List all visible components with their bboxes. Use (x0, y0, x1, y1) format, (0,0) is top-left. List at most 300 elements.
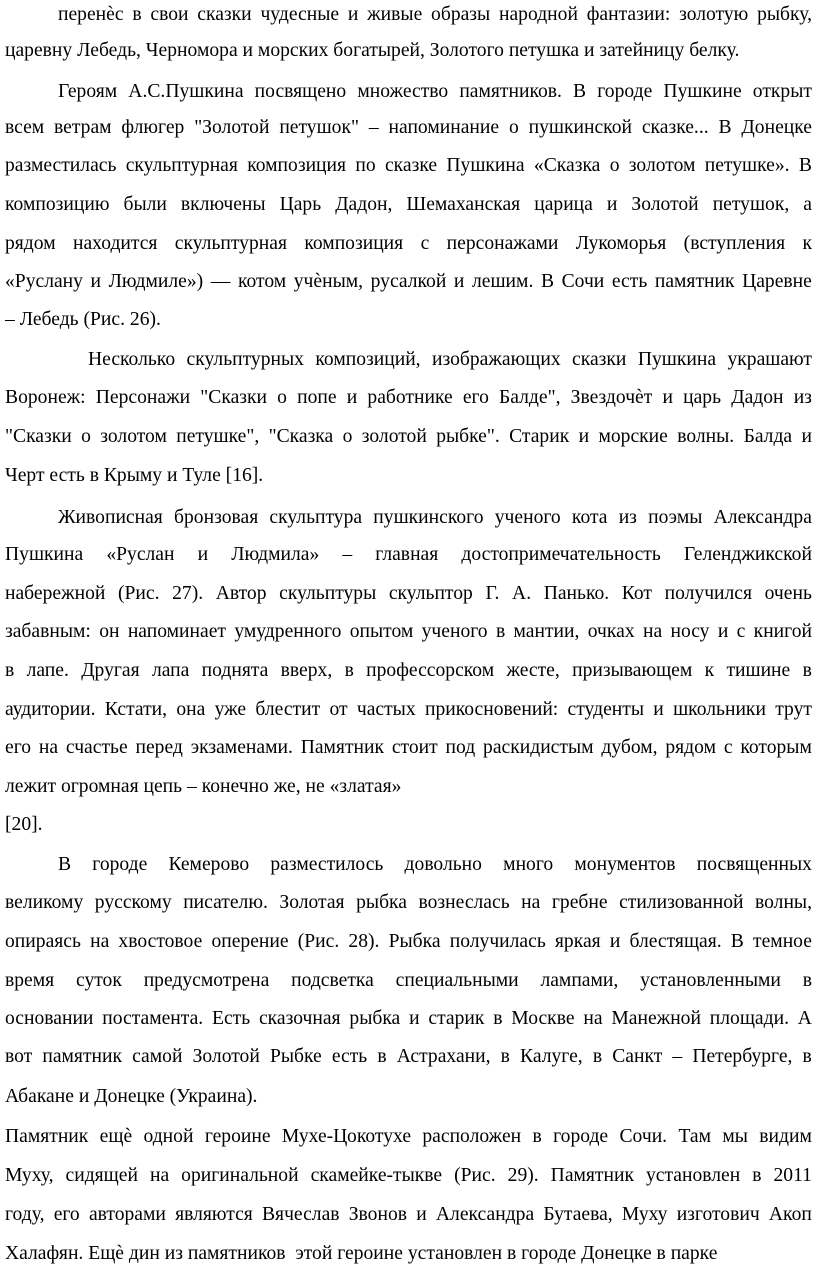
word: раскидистым (483, 737, 594, 758)
word: видим (759, 1126, 812, 1147)
word: волны, (755, 892, 812, 913)
word: она (176, 699, 206, 720)
word: и (578, 426, 590, 447)
word: в (493, 1008, 503, 1029)
word: Царь (279, 194, 322, 215)
word: сказке... (641, 117, 709, 138)
text-line (5, 698, 812, 722)
word: А. (512, 583, 532, 604)
word: героине (204, 1126, 271, 1147)
word: посвящено (254, 81, 347, 102)
word: Там (678, 1126, 712, 1147)
word: Дадон (731, 387, 784, 408)
word: разместилось (270, 854, 384, 875)
text-line: Халафян. Ещѐ дин из памятников этой героине установлен в городе Донецке в парке (5, 1243, 718, 1264)
word: Памятник (550, 1165, 634, 1186)
word: время (5, 970, 55, 991)
word: царица (534, 194, 593, 215)
word: русскому (94, 892, 172, 913)
word: которым (740, 737, 812, 758)
word: монументов (574, 854, 676, 875)
word: на (38, 737, 59, 758)
word: разместилась (5, 155, 117, 176)
word: рыбку, (757, 4, 812, 25)
word: в (802, 970, 812, 991)
word: волны. (677, 426, 735, 447)
word: ученого (494, 507, 561, 528)
word: в (5, 660, 15, 681)
word: Санкт (612, 1046, 663, 1067)
word: Памятник (300, 737, 384, 758)
word: перенѐс (58, 4, 124, 25)
word: украшают (727, 349, 812, 370)
word: в (377, 1046, 387, 1067)
word: на (642, 621, 663, 642)
word: вознеслась (418, 892, 510, 913)
word: в (802, 1046, 812, 1067)
word: мантии, (513, 621, 580, 642)
word: скульптор (388, 583, 473, 604)
word: очень (764, 583, 812, 604)
word: суток (76, 970, 122, 991)
word: Балда (743, 426, 793, 447)
word: и (662, 387, 673, 408)
text-line (5, 1125, 812, 1149)
word: находится (72, 233, 158, 254)
word: и (197, 544, 209, 565)
text-line (5, 1045, 812, 1069)
word: тишине (726, 660, 791, 681)
word: пушкинского (373, 507, 484, 528)
word: были (123, 194, 167, 215)
text-line (5, 386, 812, 410)
word: поэмы (648, 507, 703, 528)
word: образы (431, 4, 491, 25)
word: Александра (713, 507, 812, 528)
word: русалкой (370, 271, 447, 292)
word: "Сказки (5, 426, 72, 447)
word: Шемаханская (406, 194, 521, 215)
word: (Рис. (297, 931, 340, 952)
text-line (5, 116, 812, 140)
word: Муху, (5, 1165, 54, 1186)
word: В (718, 117, 732, 138)
word: золотую (679, 4, 749, 25)
word: и (346, 387, 358, 408)
word: прикосновений: (424, 699, 559, 720)
word: поднята (201, 660, 269, 681)
word: а (803, 194, 812, 215)
word: специальными (395, 970, 519, 991)
word: в (532, 1126, 542, 1147)
word: и (801, 426, 812, 447)
word: на (149, 1165, 170, 1186)
word: царь (683, 387, 722, 408)
word: книгой (753, 621, 812, 642)
word: ветрам (54, 117, 112, 138)
word: уже (214, 699, 247, 720)
word: рядом (665, 737, 716, 758)
word: "Сказка (268, 426, 334, 447)
text-line (5, 659, 812, 683)
word: городе (92, 854, 148, 875)
word: Акоп (768, 1204, 812, 1225)
word: Есть (212, 1008, 251, 1029)
word: рядом (5, 233, 56, 254)
word: городе (553, 1126, 609, 1147)
word: на (521, 892, 541, 913)
word: В (730, 931, 744, 952)
word: под (445, 737, 476, 758)
word: "Сказки (200, 387, 268, 408)
word: золотой (361, 426, 427, 447)
text-line (88, 348, 812, 372)
word: Пушкина (5, 544, 84, 565)
word: Воронеж: (5, 387, 86, 408)
text-line: [20]. (5, 814, 43, 835)
word: — (210, 271, 231, 292)
word: Памятник (5, 1126, 89, 1147)
word: композиция (304, 233, 404, 254)
word: работнике (367, 387, 453, 408)
word: Балде", (499, 387, 561, 408)
word: В (798, 155, 812, 176)
text-line: Черт есть в Крыму и Туле [16]. (5, 465, 264, 486)
word: старик (428, 1008, 485, 1029)
word: народной (499, 4, 578, 25)
word: – (672, 1046, 683, 1067)
word: скамейке-тыкве (310, 1165, 443, 1186)
word: к (704, 660, 715, 681)
word: самой (132, 1046, 183, 1067)
word: экзаменами. (190, 737, 293, 758)
word: яркая (554, 931, 601, 952)
word: В (540, 271, 555, 292)
word: Людмиле») (108, 271, 204, 292)
word: лампами, (540, 970, 619, 991)
word: сидящей (65, 1165, 138, 1186)
word: к (802, 233, 812, 254)
word: одной (143, 1126, 194, 1147)
word: дубом, (601, 737, 658, 758)
word: Калуге, (520, 1046, 583, 1067)
word: Людмила» (231, 544, 320, 565)
word: петушок" (279, 117, 359, 138)
word: Живописная (58, 507, 163, 528)
text-line (58, 80, 812, 104)
word: очках (587, 621, 635, 642)
word: в (344, 660, 354, 681)
word: изготович (676, 1204, 760, 1225)
word: призывающем (572, 660, 693, 681)
word: о (81, 426, 91, 447)
word: Кстати, (104, 699, 168, 720)
word: городе (597, 81, 653, 102)
word: оригинальной (181, 1165, 299, 1186)
word: множество (357, 81, 449, 102)
word: напоминание (388, 117, 500, 138)
word: опытом (349, 621, 414, 642)
word: есть (331, 1046, 368, 1067)
word: вверх, (280, 660, 333, 681)
word: флюгер (121, 117, 185, 138)
word: пушкинской (528, 117, 632, 138)
word: Геленджикской (683, 544, 812, 565)
word: трут (775, 699, 812, 720)
word: из (793, 387, 812, 408)
text-line (5, 736, 812, 760)
word: Вячеслав (261, 1204, 340, 1225)
word: В (573, 81, 587, 102)
word: котом (237, 271, 287, 292)
word: петушок, (712, 194, 790, 215)
word: рыбка (349, 1008, 401, 1029)
word: забавным: (5, 621, 91, 642)
word: Сочи (561, 271, 605, 292)
word: «Руслану (5, 271, 83, 292)
word: Золотой (631, 194, 699, 215)
word: на (583, 1008, 603, 1029)
word: Астрахани, (396, 1046, 491, 1067)
word: много (503, 854, 554, 875)
word: на (90, 931, 110, 952)
word: опираясь (5, 931, 81, 952)
word: скульптурная (174, 233, 287, 254)
word: блестящая. (629, 931, 722, 952)
word: Панько. (543, 583, 610, 604)
word: петушке». (704, 155, 790, 176)
word: жесте, (506, 660, 560, 681)
word: с (420, 233, 430, 254)
word: "Золотой (194, 117, 270, 138)
word: установленными (640, 970, 781, 991)
text-line: – Лебедь (Рис. 26). (5, 309, 161, 330)
word: писателю. (183, 892, 268, 913)
word: Москве (511, 1008, 575, 1029)
word: достопримечательность (461, 544, 661, 565)
word: попе (297, 387, 337, 408)
word: скульптурная (125, 155, 238, 176)
text-line: лежит огромная цепь – конечно же, не «златая» (5, 776, 402, 797)
word: и (347, 4, 359, 25)
word: в (500, 1046, 510, 1067)
text-line (58, 3, 812, 27)
word: оперение (211, 931, 289, 952)
word: рыбке". (436, 426, 500, 447)
word: открыт (752, 81, 812, 102)
word: подсветка (291, 970, 374, 991)
text-line (58, 506, 812, 530)
word: Пушкине (663, 81, 742, 102)
word: Лукоморья (575, 233, 667, 254)
word: Пушкина (637, 349, 717, 370)
word: расположен (422, 1126, 522, 1147)
word: – (342, 544, 353, 565)
word: 2011 (773, 1165, 812, 1186)
word: чудесные (260, 4, 340, 25)
word: кота (571, 507, 608, 528)
word: и (90, 271, 102, 292)
word: о (342, 426, 353, 447)
word: Рыбке (269, 1046, 322, 1067)
word: «Сказка (533, 155, 601, 176)
word: Другая (81, 660, 140, 681)
text-line (5, 1164, 812, 1188)
word: основании (5, 1008, 94, 1029)
text-line (5, 620, 812, 644)
word: главная (375, 544, 439, 565)
word: его (462, 387, 489, 408)
word: – (368, 117, 379, 138)
word: темное (753, 931, 812, 952)
word: Несколько (88, 349, 176, 370)
word: по (355, 155, 376, 176)
text-line (5, 543, 812, 567)
word: изображающих (432, 349, 561, 370)
word: и (606, 194, 618, 215)
text-line (5, 154, 812, 178)
word: авторами (88, 1204, 166, 1225)
word: (вступления (683, 233, 786, 254)
word: набережной (5, 583, 106, 604)
word: скульптура (269, 507, 363, 528)
text-line (5, 969, 812, 993)
word: и (609, 931, 621, 952)
text-line (5, 270, 812, 294)
word: (Рис. (117, 583, 160, 604)
word: он (99, 621, 120, 642)
word: включены (180, 194, 266, 215)
word: перед (135, 737, 183, 758)
word: Сочи. (619, 1126, 668, 1147)
text-line (5, 193, 812, 217)
word: и (717, 621, 729, 642)
word: петушке", (176, 426, 260, 447)
word: Муху (621, 1204, 668, 1225)
word: А.С.Пушкина (128, 81, 244, 102)
word: мы (722, 1126, 748, 1147)
word: Героям (58, 81, 118, 102)
word: счастье (65, 737, 128, 758)
word: постамента. (102, 1008, 204, 1029)
word: ученого (421, 621, 488, 642)
word: рыбка (356, 892, 407, 913)
word: памятников. (459, 81, 562, 102)
word: студенты (567, 699, 644, 720)
word: композиций, (315, 349, 421, 370)
word: морские (598, 426, 668, 447)
word: напоминает (127, 621, 226, 642)
word: и (653, 699, 664, 720)
text-line (5, 1203, 812, 1227)
word: получился (664, 583, 753, 604)
word: с (736, 621, 746, 642)
word: сказочная (258, 1008, 341, 1029)
word: блестит (255, 699, 321, 720)
word: скульптуры (279, 583, 377, 604)
word: Кемерово (168, 854, 250, 875)
word: гребне (551, 892, 608, 913)
word: хвостовое (118, 931, 203, 952)
word: скульптурных (186, 349, 304, 370)
text-line (5, 425, 812, 449)
text-line (5, 891, 812, 915)
text-line (58, 853, 812, 877)
word: носу (670, 621, 710, 642)
word: Дадон, (335, 194, 393, 215)
word: Золотой (192, 1046, 260, 1067)
word: фантазии: (586, 4, 671, 25)
word: о (277, 387, 287, 408)
word: школьники (673, 699, 766, 720)
word: лапе. (26, 660, 69, 681)
word: от (329, 699, 348, 720)
word: композицию (5, 194, 110, 215)
word: Звонов (348, 1204, 407, 1225)
word: свои (150, 4, 189, 25)
word: композиция (247, 155, 347, 176)
word: Старик (509, 426, 570, 447)
text-line: Абакане и Донецке (Украина). (5, 1086, 258, 1107)
word: в (802, 660, 812, 681)
word: золотом (628, 155, 696, 176)
word: и (409, 1008, 420, 1029)
word: о (609, 155, 620, 176)
word: площади. (709, 1008, 789, 1029)
word: Петербурге, (692, 1046, 793, 1067)
word: живые (367, 4, 423, 25)
word: великому (5, 892, 84, 913)
word: посвященных (696, 854, 812, 875)
text-line: царевну Лебедь, Черномора и морских богатырей, Золотого петушка и затейницу белку. (5, 40, 740, 61)
word: Бутаева, (543, 1204, 613, 1225)
word: частых (356, 699, 416, 720)
word: Александра (435, 1204, 535, 1225)
word: ещѐ (99, 1126, 133, 1147)
word: 28). (348, 931, 380, 952)
word: бронзовая (174, 507, 259, 528)
word: Звездочѐт (570, 387, 653, 408)
word: всем (5, 117, 45, 138)
word: из (618, 507, 637, 528)
word: (Рис. (454, 1165, 496, 1186)
word: «Руслан (106, 544, 175, 565)
word: Мухе-Цокотухе (281, 1126, 412, 1147)
word: Царевне (742, 271, 812, 292)
word: в (592, 1046, 603, 1067)
text-line (5, 232, 812, 256)
word: Золотая (279, 892, 345, 913)
word: А (797, 1008, 812, 1029)
word: его (53, 1204, 80, 1225)
word: памятник (654, 271, 735, 292)
word: Персонажи (95, 387, 191, 408)
word: и (416, 1204, 427, 1225)
text-line (5, 1007, 812, 1031)
word: предусмотрена (143, 970, 270, 991)
word: году, (5, 1204, 45, 1225)
word: в (495, 621, 506, 642)
word: персонажами (446, 233, 559, 254)
word: являются (175, 1204, 253, 1225)
word: лапа (151, 660, 190, 681)
word: Кот (621, 583, 652, 604)
word: стилизованной (619, 892, 744, 913)
word: Рыбка (388, 931, 441, 952)
word: сказки (572, 349, 627, 370)
word: Манежной (611, 1008, 701, 1029)
word: Пушкина (446, 155, 525, 176)
